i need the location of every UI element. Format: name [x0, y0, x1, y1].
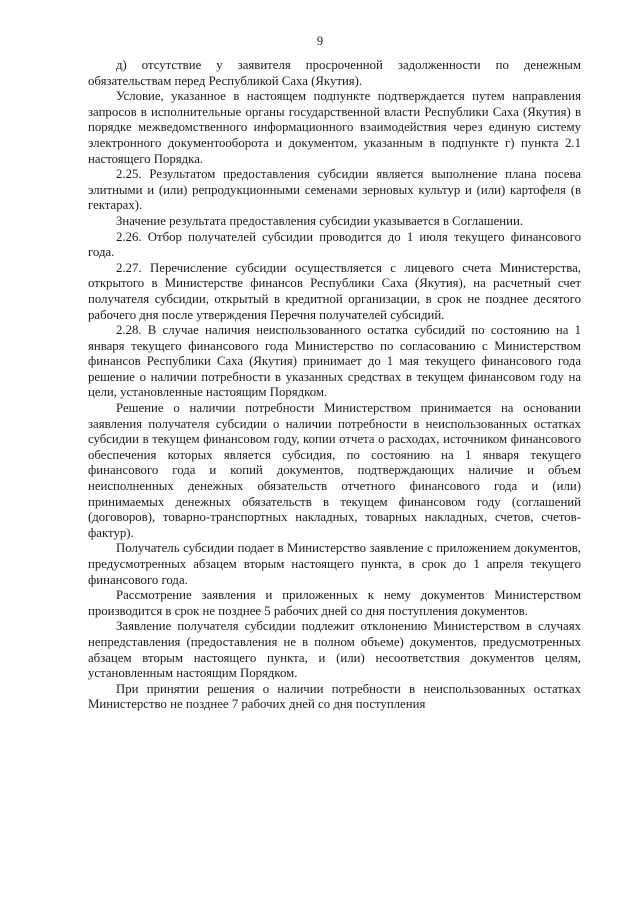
paragraph-decision-continuation: При принятии решения о наличии потребности в неиспользованных остатках Министерство не позднее 7 рабочих дней со дня поступления — [88, 681, 581, 712]
page-number: 9 — [316, 34, 324, 48]
paragraph-application-submission: Получатель субсидии подает в Министерство заявление с приложением документов, предусмотренных абзацем вторым настоящего пункта, в срок до 1 апреля текущего финансового года. — [88, 541, 581, 587]
paragraph-need-decision: Решение о наличии потребности Министерством принимается на основании заявления получателя субсидии о наличии потребности в неиспользованных остатках субсидии в текущем финансовом году, копии отчета о расходах, источником финансового обеспечения которых является субсидия, по состоянию на 1 января текущего финансового года и копий документов, подтверждающих наличие и объем неисполненных денежных обязательств отчетного финансового года и (или) принимаемых денежных обязательств в текущем финансовом году (соглашений (договоров), товарно-транспортных накладных, товарных накладных, счетов, счетов-фактур). — [88, 401, 581, 540]
paragraph-2-25: 2.25. Результатом предоставления субсидии является выполнение плана посева элитными и (или) репродукционными семенами зерновых культур и (или) картофеля (в гектарах). — [88, 167, 581, 213]
paragraph-2-28: 2.28. В случае наличия неиспользованного остатка субсидий по состоянию на 1 января текущего финансового года Министерство по согласованию с Министерством финансов Республики Саха (Якутия) принимает до 1 мая текущего финансового года решение о наличии потребности в указанных средствах в текущем финансовом году на цели, установленные настоящим Порядком. — [88, 323, 581, 400]
document-body — [88, 58, 581, 713]
paragraph-2-26: 2.26. Отбор получателей субсидии проводится до 1 июля текущего финансового года. — [88, 229, 581, 260]
paragraph-condition-confirmation: Условие, указанное в настоящем подпункте подтверждается путем направления запросов в исполнительные органы государственной власти Республики Саха (Якутия) в порядке межведомственного информационного взаимодействия через единую систему электронного документооборота и документом, указанным в подпункте г) пункта 2.1 настоящего Порядка. — [88, 89, 581, 166]
paragraph-subclause-d: д) отсутствие у заявителя просроченной задолженности по денежным обязательствам перед Республикой Саха (Якутия). — [88, 58, 581, 88]
paragraph-2-27: 2.27. Перечисление субсидии осуществляется с лицевого счета Министерства, открытого в Министерстве финансов Республики Саха (Якутия), на расчетный счет получателя субсидии, открытый в кредитной организации, в срок не позднее десятого рабочего дня после утверждения Перечня получателей субсидий. — [88, 260, 581, 322]
paragraph-rejection: Заявление получателя субсидии подлежит отклонению Министерством в случаях непредставления (предоставления не в полном объеме) документов, предусмотренных абзацем вторым настоящего пункта, и (или) несоответствия документов целям, установленным настоящим Порядком. — [88, 619, 581, 681]
paragraph-result-value: Значение результата предоставления субсидии указывается в Соглашении. — [116, 213, 524, 228]
paragraph-review-period: Рассмотрение заявления и приложенных к нему документов Министерством производится в срок не позднее 5 рабочих дней со дня поступления документов. — [88, 588, 581, 618]
